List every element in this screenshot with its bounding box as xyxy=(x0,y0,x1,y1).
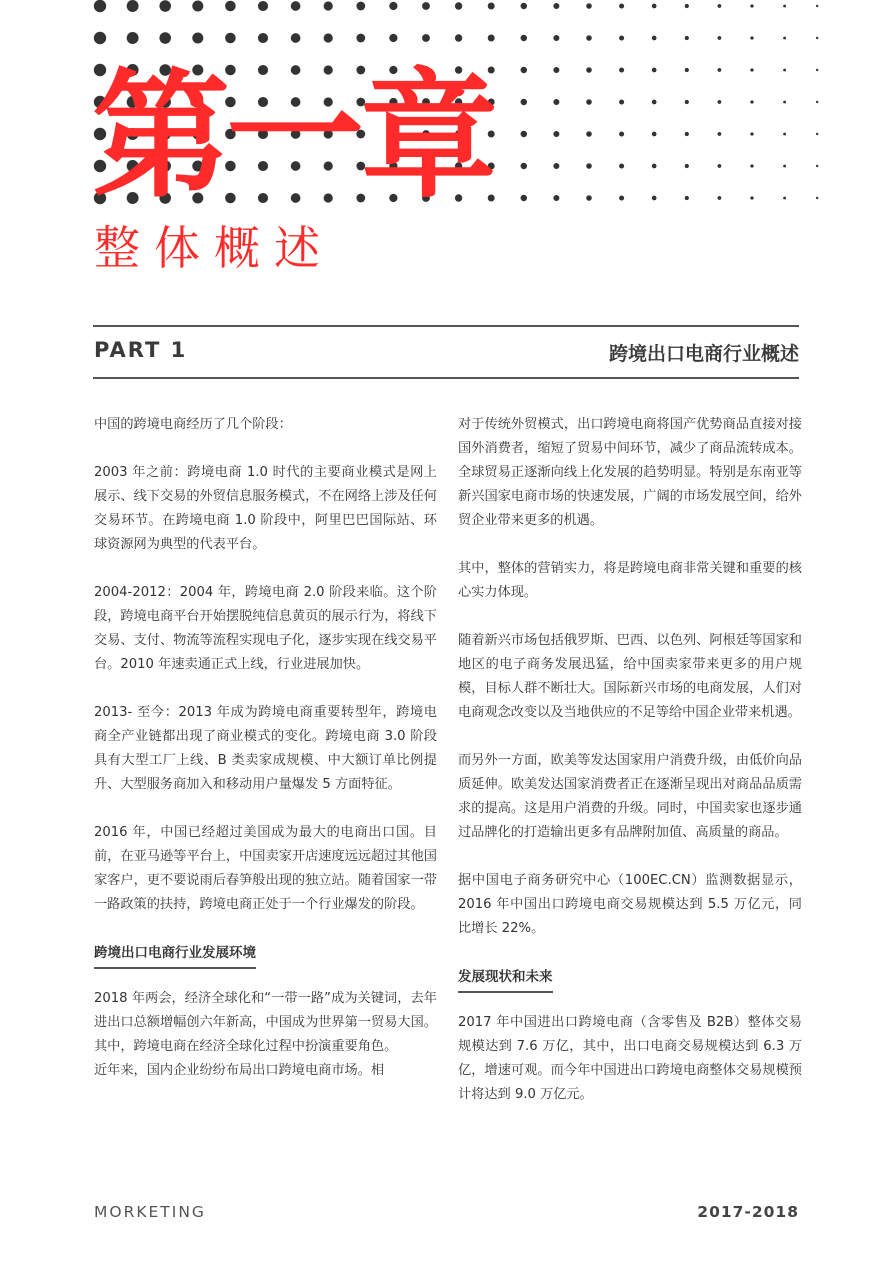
pattern-dot xyxy=(258,33,268,43)
pattern-dot xyxy=(619,35,624,40)
pattern-dot xyxy=(455,34,462,41)
right-column xyxy=(458,413,802,1107)
paragraph: 而另外一方面，欧美等发达国家用户消费升级，由低价向品质延伸。欧美发达国家消费者正在逐渐呈现出对商品品质需求的提高。这是用户消费的升级。同时，中国卖家也逐步通过品牌化的打造输出更多有品牌附加值、高质量的商品。 xyxy=(458,753,802,840)
pattern-dot xyxy=(389,34,397,42)
pattern-dot xyxy=(159,32,171,44)
pattern-dot xyxy=(750,196,753,199)
pattern-dot xyxy=(422,2,430,10)
pattern-dot xyxy=(553,163,559,169)
footer-years: 2017-2018 xyxy=(697,1203,799,1221)
pattern-dot xyxy=(718,132,722,136)
pattern-dot xyxy=(718,36,722,40)
pattern-dot xyxy=(94,32,106,44)
pattern-dot xyxy=(718,68,722,72)
pattern-dot xyxy=(586,3,592,9)
pattern-dot xyxy=(521,35,528,42)
part-label: PART 1 xyxy=(94,338,188,362)
pattern-dot xyxy=(685,68,689,72)
pattern-dot xyxy=(619,67,624,72)
pattern-dot xyxy=(586,35,592,41)
pattern-dot xyxy=(783,37,786,40)
pattern-dot xyxy=(750,132,753,135)
paragraph: 据中国电子商务研究中心（100EC.CN）监测数据显示，2016 年中国出口跨境电商交易规模达到 5.5 万亿元，同比增长 22%。 xyxy=(458,873,802,936)
pattern-dot xyxy=(685,196,689,200)
pattern-dot xyxy=(521,99,528,106)
pattern-dot xyxy=(783,165,786,168)
paragraph: 2004-2012：2004 年，跨境电商 2.0 阶段来临。这个阶段，跨境电商平台开始摆脱纯信息黄页的展示行为，将线下交易、支付、物流等流程实现电子化，逐步实现在线交易平台。2010 年速卖通正式上线，行业进展加快。 xyxy=(94,585,437,672)
left-column xyxy=(94,413,437,1083)
pattern-dot xyxy=(652,100,657,105)
pattern-dot xyxy=(750,100,753,103)
pattern-dot xyxy=(750,68,753,71)
pattern-dot xyxy=(586,163,592,169)
pattern-dot xyxy=(455,2,462,9)
paragraph: 2016 年，中国已经超过美国成为最大的电商出口国。目前，在亚马逊等平台上，中国卖家开店速度远远超过其他国家客户，更不要说雨后春笋般出现的独立站。随着国家一带一路政策的扶持，跨境电商正处于一个行业爆发的阶段。 xyxy=(94,825,437,912)
pattern-dot xyxy=(521,163,528,170)
pattern-dot xyxy=(816,37,818,39)
section-heading-environment: 跨境出口电商行业发展环境 xyxy=(94,941,256,969)
pattern-dot xyxy=(685,36,689,40)
pattern-dot xyxy=(94,0,106,12)
pattern-dot xyxy=(422,34,430,42)
pattern-dot xyxy=(521,195,528,202)
pattern-dot xyxy=(619,99,624,104)
paragraph: 对于传统外贸模式，出口跨境电商将国产优势商品直接对接国外消费者，缩短了贸易中间环节，减少了商品流转成本。全球贸易正逐渐向线上化发展的趋势明显。特别是东南亚等新兴国家电商市场的快速发展，广阔的市场发展空间，给外贸企业带来更多的机遇。 xyxy=(458,417,802,528)
pattern-dot xyxy=(225,1,236,12)
pattern-dot xyxy=(783,5,786,8)
pattern-dot xyxy=(127,32,139,44)
pattern-dot xyxy=(816,165,818,167)
pattern-dot xyxy=(816,133,818,135)
pattern-dot xyxy=(619,163,624,168)
pattern-dot xyxy=(553,99,559,105)
pattern-dot xyxy=(619,3,624,8)
pattern-dot xyxy=(718,164,722,168)
pattern-dot xyxy=(718,4,722,8)
pattern-dot xyxy=(192,0,203,11)
pattern-dot xyxy=(586,99,592,105)
pattern-dot xyxy=(356,34,365,43)
pattern-dot xyxy=(652,164,657,169)
chapter-subtitle: 整体概述 xyxy=(94,221,334,275)
paragraph: 2017 年中国进出口跨境电商（含零售及 B2B）整体交易规模达到 7.6 万亿，其中，出口电商交易规模达到 6.3 万亿，增速可观。而今年中国进出口跨境电商整体交易规模预计将达到 9.0 万亿元。 xyxy=(458,1015,802,1102)
pattern-dot xyxy=(324,1,333,10)
paragraph: 近年来，国内企业纷纷布局出口跨境电商市场。相 xyxy=(94,1063,385,1078)
pattern-dot xyxy=(553,67,559,73)
pattern-dot xyxy=(225,33,236,44)
pattern-dot xyxy=(324,33,333,42)
paragraph: 2013- 至今：2013 年成为跨境电商重要转型年，跨境电商全产业链都出现了商业模式的变化。跨境电商 3.0 阶段具有大型工厂上线、B 类卖家成规模、中大额订单比例提升、大型服务商加入和移动用户量爆发 5 方面特征。 xyxy=(94,705,437,792)
pattern-dot xyxy=(521,67,528,74)
pattern-dot xyxy=(685,164,689,168)
pattern-dot xyxy=(291,1,301,11)
pattern-dot xyxy=(750,164,753,167)
pattern-dot xyxy=(652,4,657,9)
pattern-dot xyxy=(291,33,301,43)
pattern-dot xyxy=(127,0,139,12)
pattern-dot xyxy=(652,132,657,137)
pattern-dot xyxy=(488,35,495,42)
top-divider xyxy=(93,325,799,327)
pattern-dot xyxy=(816,69,818,71)
pattern-dot xyxy=(652,36,657,41)
pattern-dot xyxy=(553,35,559,41)
pattern-dot xyxy=(586,195,592,201)
pattern-dot xyxy=(816,101,818,103)
pattern-dot xyxy=(750,4,753,7)
pattern-dot xyxy=(783,133,786,136)
pattern-dot xyxy=(783,101,786,104)
pattern-dot xyxy=(553,3,559,9)
pattern-dot xyxy=(586,67,592,73)
pattern-dot xyxy=(619,131,624,136)
pattern-dot xyxy=(521,131,528,138)
pattern-dot xyxy=(389,2,397,10)
pattern-dot xyxy=(258,1,268,11)
pattern-dot xyxy=(553,131,559,137)
footer-brand: MORKETING xyxy=(94,1203,206,1221)
pattern-dot xyxy=(816,5,818,7)
chapter-title: 第一章 xyxy=(92,56,495,217)
pattern-dot xyxy=(783,69,786,72)
pattern-dot xyxy=(356,2,365,11)
pattern-dot xyxy=(783,197,786,200)
pattern-dot xyxy=(159,0,171,12)
pattern-dot xyxy=(685,132,689,136)
part-title: 跨境出口电商行业概述 xyxy=(608,343,799,365)
pattern-dot xyxy=(750,36,753,39)
paragraph: 2003 年之前：跨境电商 1.0 时代的主要商业模式是网上展示、线下交易的外贸信息服务模式，不在网络上涉及任何交易环节。在跨境电商 1.0 阶段中，阿里巴巴国际站、环球资源网为典型的代表平台。 xyxy=(94,465,437,552)
pattern-dot xyxy=(718,100,722,104)
paragraph: 中国的跨境电商经历了几个阶段： xyxy=(94,417,292,432)
paragraph: 2018 年两会，经济全球化和“一带一路”成为关键词，去年进出口总额增幅创六年新高，中国成为世界第一贸易大国。其中，跨境电商在经济全球化过程中扮演重要角色。 xyxy=(94,991,437,1054)
pattern-dot xyxy=(553,195,559,201)
pattern-dot xyxy=(685,100,689,104)
paragraph: 随着新兴市场包括俄罗斯、巴西、以色列、阿根廷等国家和地区的电子商务发展迅猛，给中国卖家带来更多的用户规模，目标人群不断壮大。国际新兴市场的电商发展，人们对电商观念改变以及当地供应的不足等给中国企业带来机遇。 xyxy=(458,633,802,720)
pattern-dot xyxy=(619,195,624,200)
pattern-dot xyxy=(192,32,203,43)
pattern-dot xyxy=(652,68,657,73)
pattern-dot xyxy=(652,196,657,201)
pattern-dot xyxy=(521,3,528,10)
pattern-dot xyxy=(586,131,592,137)
pattern-dot xyxy=(718,196,722,200)
pattern-dot xyxy=(816,197,818,199)
bottom-divider xyxy=(93,377,799,379)
pattern-dot xyxy=(685,4,689,8)
paragraph: 其中，整体的营销实力，将是跨境电商非常关键和重要的核心实力体现。 xyxy=(458,561,802,600)
section-heading-status: 发展现状和未来 xyxy=(458,965,553,993)
pattern-dot xyxy=(488,3,495,10)
